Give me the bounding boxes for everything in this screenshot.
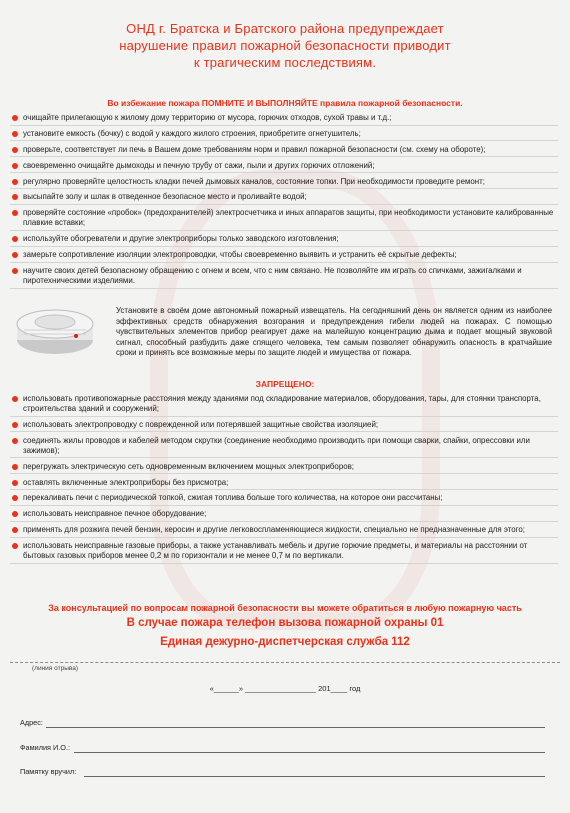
tear-line bbox=[10, 662, 560, 663]
list-item: своевременно очищайте дымоходы и печную трубу от сажи, пыли и других горючих отложений; bbox=[10, 161, 558, 174]
forbidden-heading: ЗАПРЕЩЕНО: bbox=[255, 379, 315, 389]
header-line-1: ОНД г. Братска и Братского района предупреждает bbox=[126, 21, 444, 36]
consultation-note: За консультацией по вопросам пожарной безопасности вы можете обратиться в любую пожарную часть bbox=[48, 603, 522, 613]
address-field[interactable] bbox=[20, 718, 545, 730]
list-item: замерьте сопротивление изоляции электропроводки, чтобы своевременно выявить и устранить её скрытые дефекты; bbox=[10, 250, 558, 263]
list-item: очищайте прилегающую к жилому дому территорию от мусора, горючих отходов, сухой травы и т.д.; bbox=[10, 113, 558, 126]
forbidden-list bbox=[10, 394, 558, 567]
list-item: высыпайте золу и шлак в отведенное безопасное место и проливайте водой; bbox=[10, 192, 558, 205]
list-item: оставлять включенные электроприборы без присмотра; bbox=[10, 478, 558, 491]
handed-field[interactable] bbox=[20, 767, 545, 779]
smoke-detector-icon bbox=[14, 296, 96, 368]
header-line-2: нарушение правил пожарной безопасности приводит bbox=[119, 38, 451, 53]
list-item: использовать электропроводку с поврежденной или потерявшей защитные свойства изоляцией; bbox=[10, 420, 558, 433]
list-item: использовать неисправное печное оборудование; bbox=[10, 509, 558, 522]
fire-phone-line: В случае пожара телефон вызова пожарной охраны 01 bbox=[126, 617, 444, 629]
name-field[interactable] bbox=[20, 743, 545, 755]
list-item: научите своих детей безопасному обращению с огнем и всем, что с ним связано. Не позволяйте им играть со спичками, зажигалками и пиротехническими изделиями. bbox=[10, 266, 558, 289]
address-input-line[interactable] bbox=[46, 727, 545, 728]
date-line: «______» _________________ 201____ год bbox=[209, 684, 361, 693]
address-label: Адрес: bbox=[20, 718, 43, 727]
name-label: Фамилия И.О.: bbox=[20, 743, 71, 752]
list-item: использовать противопожарные расстояния между зданиями под складирование материалов, оборудования, тары, для стоянки транспорта, строительства зданий и сооружений; bbox=[10, 394, 558, 417]
list-item: перекаливать печи с периодической топкой, сжигая топлива больше того количества, на которое они рассчитаны; bbox=[10, 493, 558, 506]
header-line-3: к трагическим последствиям. bbox=[193, 55, 377, 70]
notice-header bbox=[30, 20, 540, 71]
list-item: регулярно проверяйте целостность кладки печей дымовых каналов, состояние топки. При необходимости проведите ремонт; bbox=[10, 177, 558, 190]
remember-list bbox=[10, 113, 558, 292]
detector-paragraph: Установите в своём доме автономный пожарный извещатель. На сегодняшний день он является одним из наиболее эффективных средств обнаружения возгорания и предупреждения гибели людей на пожарах. С помощью чувствительных элементов прибор реагирует даже на малейшую концентрацию дыма и подает мощный звуковой сигнал, способный разбудить даже спящего человека, тем самым позволяет обнаружить опасность в кратчайшие сроки и принять все возможные меры по защите людей и имущества от пожара. bbox=[116, 306, 552, 358]
dispatch-line: Единая дежурно-диспетчерская служба 112 bbox=[160, 636, 410, 648]
list-item: используйте обогреватели и другие электроприборы только заводского изготовления; bbox=[10, 234, 558, 247]
tear-line-label: (линия отрыва) bbox=[32, 665, 79, 672]
handed-input-line[interactable] bbox=[84, 776, 545, 777]
list-item: применять для розжига печей бензин, керосин и другие легковоспламеняющиеся жидкости, специально не предназначенные для этого; bbox=[10, 525, 558, 538]
list-item: перегружать электрическую сеть одновременным включением мощных электроприборов; bbox=[10, 462, 558, 475]
list-item: проверяйте состояние «пробок» (предохранителей) электросчетчика и иных аппаратов защиты, при необходимости установите калиброванные плавкие вставки; bbox=[10, 208, 558, 231]
list-item: установите емкость (бочку) с водой у каждого жилого строения, приобретите огнетушитель; bbox=[10, 129, 558, 142]
list-item: соединять жилы проводов и кабелей методом скрутки (соединение необходимо производить при помощи сварки, спайки, опрессовки или зажимов); bbox=[10, 436, 558, 459]
name-input-line[interactable] bbox=[74, 752, 545, 753]
handed-label: Памятку вручил: bbox=[20, 767, 77, 776]
list-item: проверьте, соответствует ли печь в Вашем доме требованиям норм и правил пожарной безопасности (см. схему на обороте); bbox=[10, 145, 558, 158]
list-item: использовать неисправные газовые приборы, а также устанавливать мебель и другие горючие предметы, и материалы на расстоянии от бытовых газовых приборов менее 0,2 м по горизонтали и не менее 0,7 м по вертикали. bbox=[10, 541, 558, 564]
remember-heading: Во избежание пожара ПОМНИТЕ И ВЫПОЛНЯЙТЕ правила пожарной безопасности. bbox=[107, 98, 463, 108]
